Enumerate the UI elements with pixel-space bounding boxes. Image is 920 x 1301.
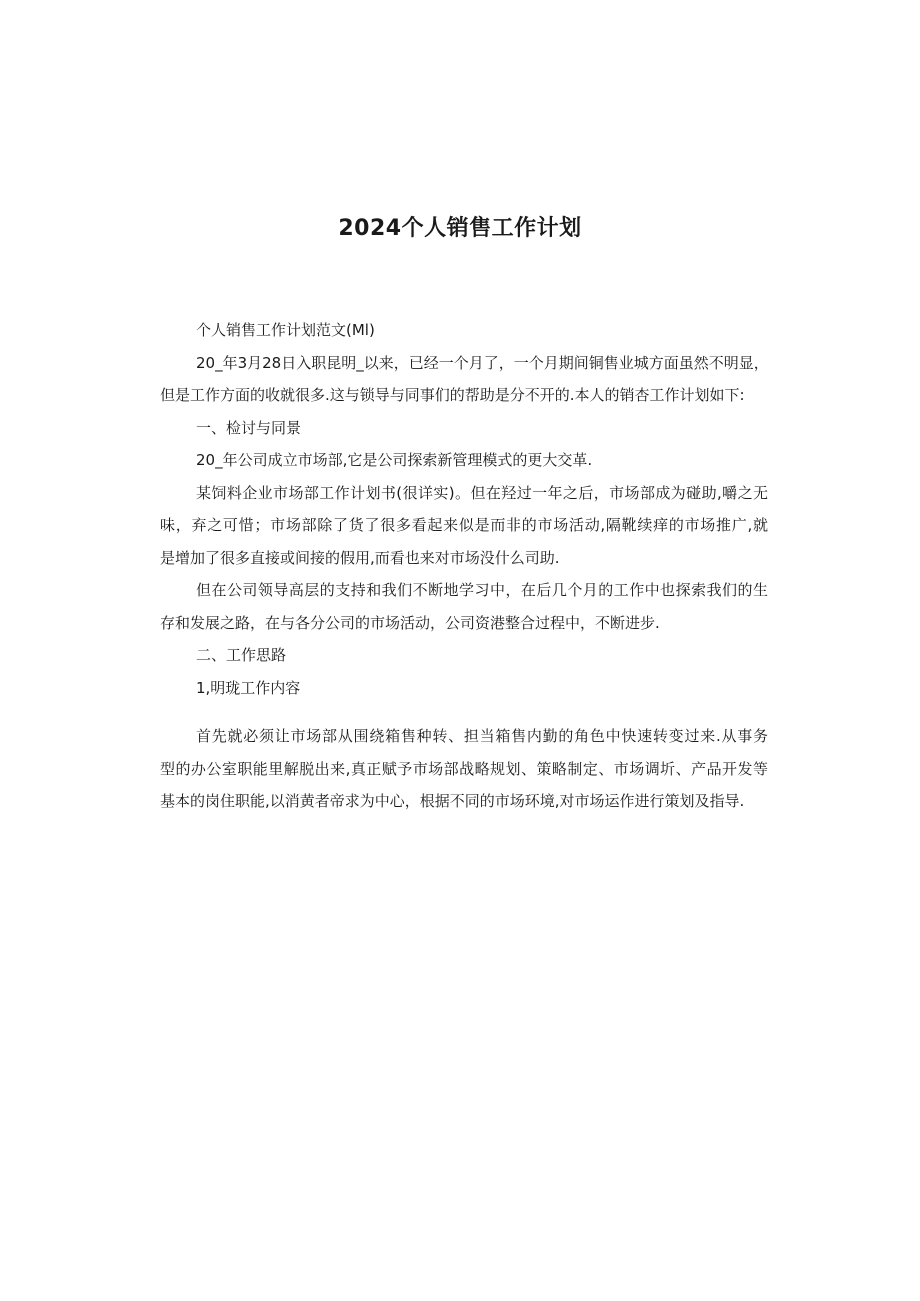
paragraph-5-line-3: 基本的岗住职能,以消黄者帝求为中心，根据不同的市场环境,对市场运作进行策划及指导. [160, 792, 745, 810]
paragraph-3 [160, 477, 768, 575]
paragraph-3-line-3: 是增加了很多直接或间接的假用,而看也来对市场没什么司助. [160, 548, 560, 567]
paragraph-2: 20_年公司成立市场部,它是公司探索新管理模式的更大交革. [196, 451, 593, 469]
paragraph-5-line-1: 首先就必须让市场部从围绕箱售种转、担当箱售内勤的角色中快速转变过来.从事务 [196, 727, 768, 745]
subtitle-line: 个人销售工作计划范文(Ml) [196, 321, 375, 339]
paragraph-3-line-2: 味，弃之可惜；市场部除了货了很多看起来似是而非的市场活动,隔靴续痒的市场推广,就 [160, 516, 768, 534]
heading-work-ideas: 二、工作思路 [196, 646, 287, 664]
paragraph-1-line-1: 20_年3月28日入职昆明_以来，已经一个月了，一个月期间铜售业城方面虽然不明显， [196, 353, 769, 372]
paragraph-4 [160, 574, 768, 639]
paragraph-5 [160, 720, 768, 818]
document-title: 2024个人销售工作计划 [338, 216, 582, 241]
heading-work-content: 1,明珑工作内容 [196, 678, 301, 697]
document-body [160, 314, 768, 818]
paragraph-1 [160, 347, 768, 412]
paragraph-spacer [160, 704, 768, 720]
paragraph-5-line-2: 型的办公室职能里解脱出来,真正赋予市场部战略规划、策略制定、市场调圻、产品开发等 [160, 759, 768, 778]
paragraph-4-line-2: 存和发展之路，在与各分公司的市场活动，公司资港整合过程中，不断进步. [160, 613, 660, 632]
heading-review: 一、检讨与同景 [196, 418, 302, 437]
paragraph-4-line-1: 但在公司领导高层的支持和我们不断地学习中，在后几个月的工作中也探索我们的生 [196, 581, 768, 599]
paragraph-3-line-1: 某饲料企业市场部工作计划书(很详实)。但在羟过一年之后，市场部成为碰助,嚼之无 [196, 483, 768, 502]
paragraph-1-line-2: 但是工作方面的收就很多.这与锁导与同事们的帮助是分不开的.本人的销杏工作计划如下: [160, 386, 745, 404]
